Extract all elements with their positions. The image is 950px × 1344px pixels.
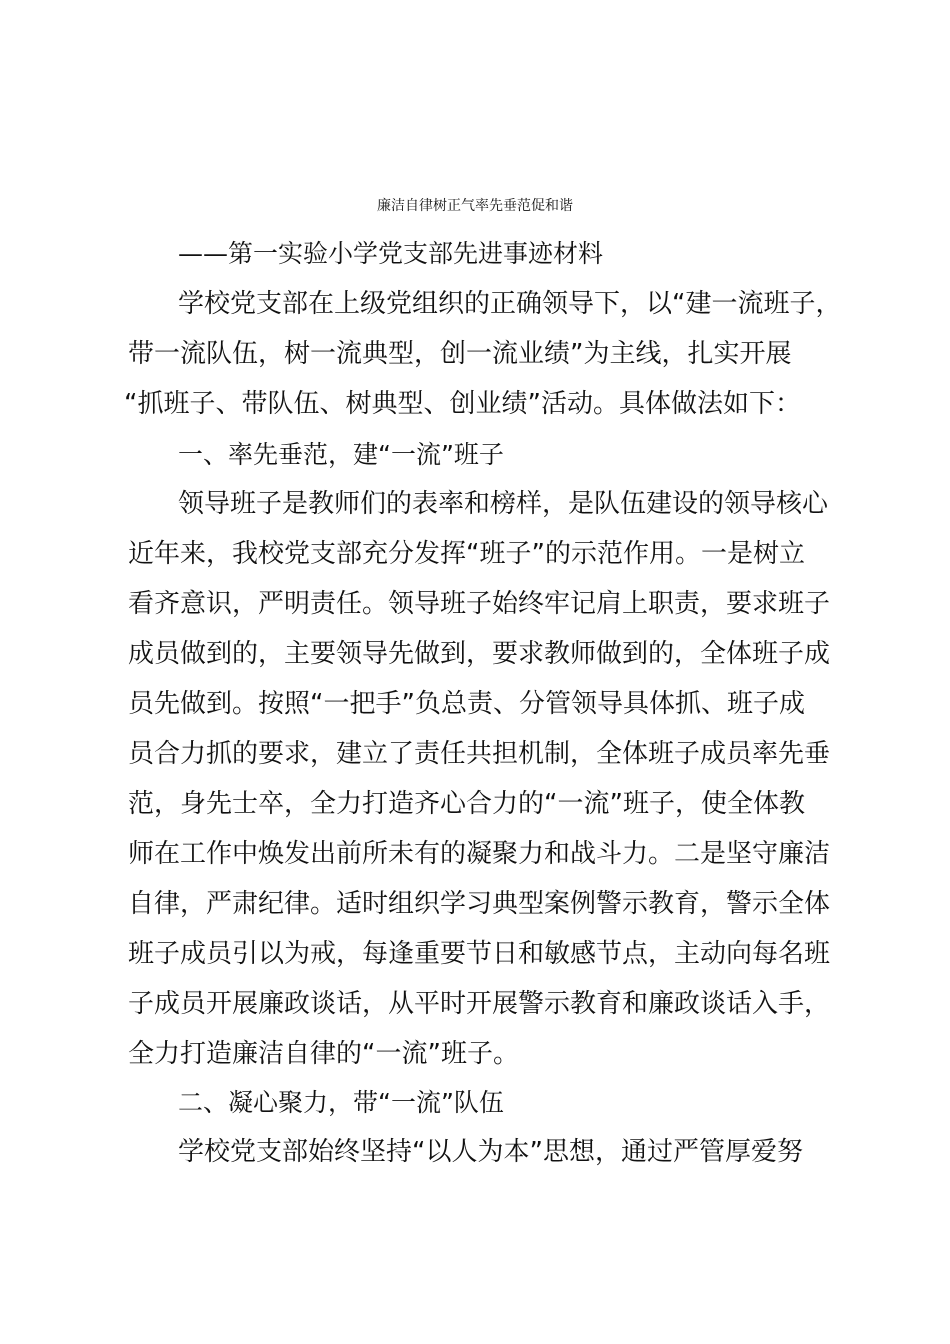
paragraph-line: 看齐意识，严明责任。领导班子始终牢记肩上职责，要求班子 xyxy=(128,589,831,619)
paragraph-line: 员先做到。按照“一把手”负总责、分管领导具体抓、班子成 xyxy=(128,689,805,719)
paragraph-line: 全力打造廉洁自律的“一流”班子。 xyxy=(128,1039,519,1069)
paragraph-line: 近年来，我校党支部充分发挥“班子”的示范作用。一是树立 xyxy=(128,539,805,569)
paragraph-line: 学校党支部始终坚持“以人为本”思想，通过严管厚爱努 xyxy=(178,1137,803,1167)
document-title: 廉洁自律树正气率先垂范促和谐 xyxy=(377,198,573,214)
document-subtitle: ——第一实验小学党支部先进事迹材料 xyxy=(178,239,604,268)
paragraph-line: 班子成员引以为戒，每逢重要节日和敏感节点，主动向每名班 xyxy=(128,939,831,969)
paragraph-line: “抓班子、带队伍、树典型、创业绩”活动。具体做法如下： xyxy=(124,389,801,419)
paragraph-line: 自律，严肃纪律。适时组织学习典型案例警示教育，警示全体 xyxy=(128,889,831,919)
paragraph-line: 带一流队伍，树一流典型，创一流业绩”为主线，扎实开展 xyxy=(128,339,792,369)
paragraph-line: 师在工作中焕发出前所未有的凝聚力和战斗力。二是坚守廉洁 xyxy=(128,839,831,869)
paragraph-line: 范，身先士卒，全力打造齐心合力的“一流”班子，使全体教 xyxy=(128,789,805,819)
paragraph-line: 子成员开展廉政谈话，从平时开展警示教育和廉政谈话入手， xyxy=(128,989,831,1019)
paragraph-line: 领导班子是教师们的表率和榜样，是队伍建设的领导核心 xyxy=(178,489,829,519)
section-heading: 二、凝心聚力，带“一流”队伍 xyxy=(178,1088,504,1117)
paragraph-line: 成员做到的，主要领导先做到，要求教师做到的，全体班子成 xyxy=(128,639,831,669)
section-heading: 一、率先垂范，建“一流”班子 xyxy=(178,440,504,469)
paragraph-line: 学校党支部在上级党组织的正确领导下，以“建一流班子， xyxy=(178,289,842,319)
paragraph-line: 员合力抓的要求，建立了责任共担机制，全体班子成员率先垂 xyxy=(128,739,831,769)
